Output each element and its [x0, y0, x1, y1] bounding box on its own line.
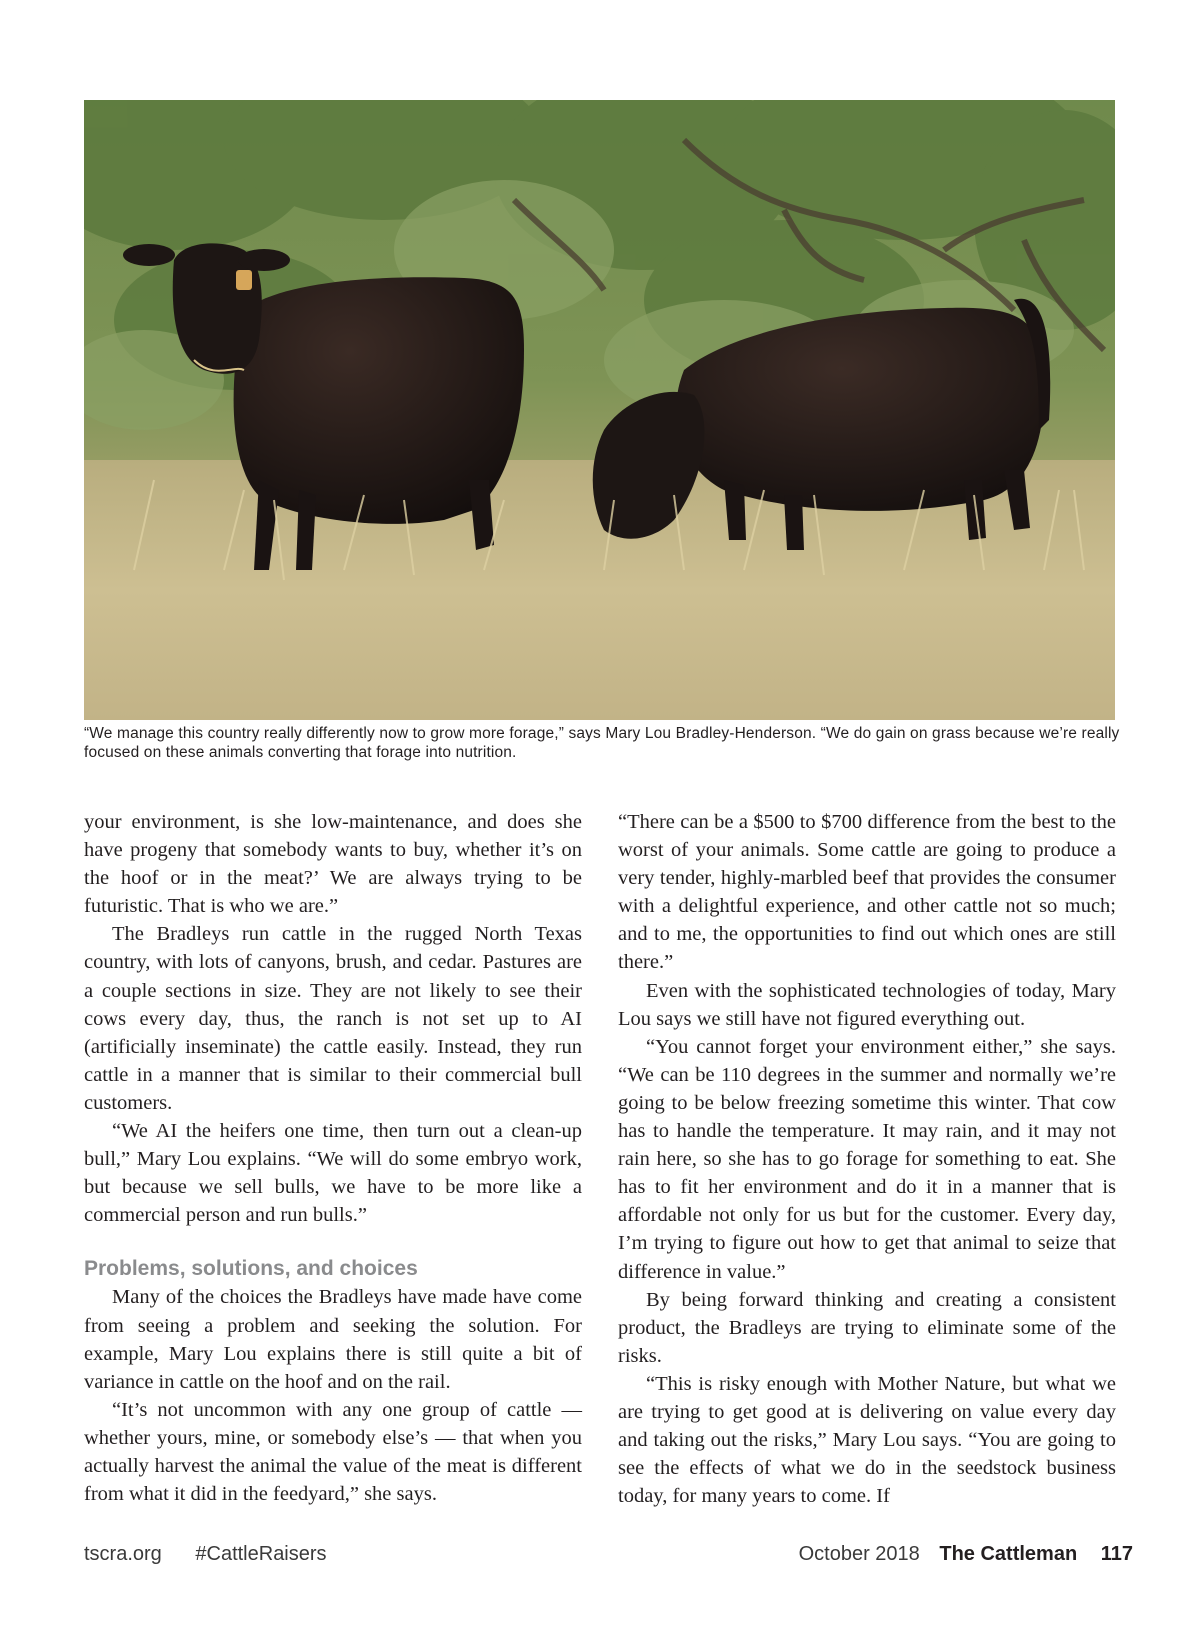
article-column-right	[618, 808, 1116, 1510]
cattle-photo-illustration	[84, 100, 1115, 720]
footer-right	[799, 1543, 1133, 1566]
cattle-photo	[84, 100, 1115, 720]
paragraph: Even with the sophisticated technologies of today, Mary Lou says we still have not figured everything out.	[618, 979, 1116, 1030]
paragraph: Many of the choices the Bradleys have made have come from seeing a problem and seeking the solution. For example, Mary Lou explains there is still quite a bit of variance in cattle on the hoof and on the rail.	[84, 1286, 582, 1393]
footer-site-link[interactable]: tscra.org	[84, 1543, 162, 1565]
footer-left	[84, 1543, 355, 1566]
paragraph: “You cannot forget your environment either,” she says. “We can be 110 degrees in the summer and normally we’re going to be below freezing sometime this winter. That cow has to handle the temperature. It may rain, and it may not rain here, so she has to go forage for something to eat. She has to fit her environment and do it in a manner that is affordable not only for us but for the customer. Every day, I’m trying to figure out how to get that animal to seize that difference in value.”	[618, 1035, 1116, 1283]
paragraph: By being forward thinking and creating a consistent product, the Bradleys are trying to eliminate some of the risks.	[618, 1288, 1116, 1367]
footer-issue-date: October 2018	[798, 1543, 920, 1565]
paragraph: “There can be a $500 to $700 difference from the best to the worst of your animals. Some cattle are going to produce a very tender, highly-marbled beef that provides the consumer with a delightful experience, and other cattle not so much; and to me, the opportunities to find out which ones are still there.”	[618, 811, 1116, 974]
article-column-left	[84, 808, 582, 1508]
paragraph: “This is risky enough with Mother Nature, but what we are trying to get good at is delivering on value every day and taking out the risks,” Mary Lou says. “You are going to see the effects of what we do in the seedstock business today, for many years to come. If	[618, 1372, 1116, 1508]
paragraph: “We AI the heifers one time, then turn out a clean-up bull,” Mary Lou explains. “We will do some embryo work, but because we sell bulls, we have to be more like a commercial person and run bulls.”	[84, 1120, 582, 1227]
section-subhead: Problems, solutions, and choices	[84, 1257, 418, 1281]
page-number: 117	[1100, 1543, 1133, 1565]
footer-hashtag: #CattleRaisers	[195, 1543, 327, 1565]
photo-caption: “We manage this country really differently now to grow more forage,” says Mary Lou Bradley-Henderson. “We do gain on grass because we’re really focused on these animals converting that forage into nutrition.	[84, 725, 1120, 761]
paragraph: The Bradleys run cattle in the rugged North Texas country, with lots of canyons, brush, and cedar. Pastures are a couple sections in size. They are not likely to see their cows every day, thus, the ranch is not set up to AI (artificially inseminate) the cattle easily. Instead, they run cattle in a manner that is similar to their commercial bull customers.	[84, 923, 582, 1114]
footer-magazine-name: The Cattleman	[939, 1543, 1078, 1565]
page-footer	[84, 1543, 1133, 1573]
paragraph: your environment, is she low-maintenance, and does she have progeny that somebody wants to buy, whether it’s on the hoof or in the meat?’ We are always trying to be futuristic. That is who we are.”	[84, 811, 582, 918]
paragraph: “It’s not uncommon with any one group of cattle — whether yours, mine, or somebody else’s — that when you actually harvest the animal the value of the meat is different from what it did in the feedyard,” she says.	[84, 1398, 582, 1506]
